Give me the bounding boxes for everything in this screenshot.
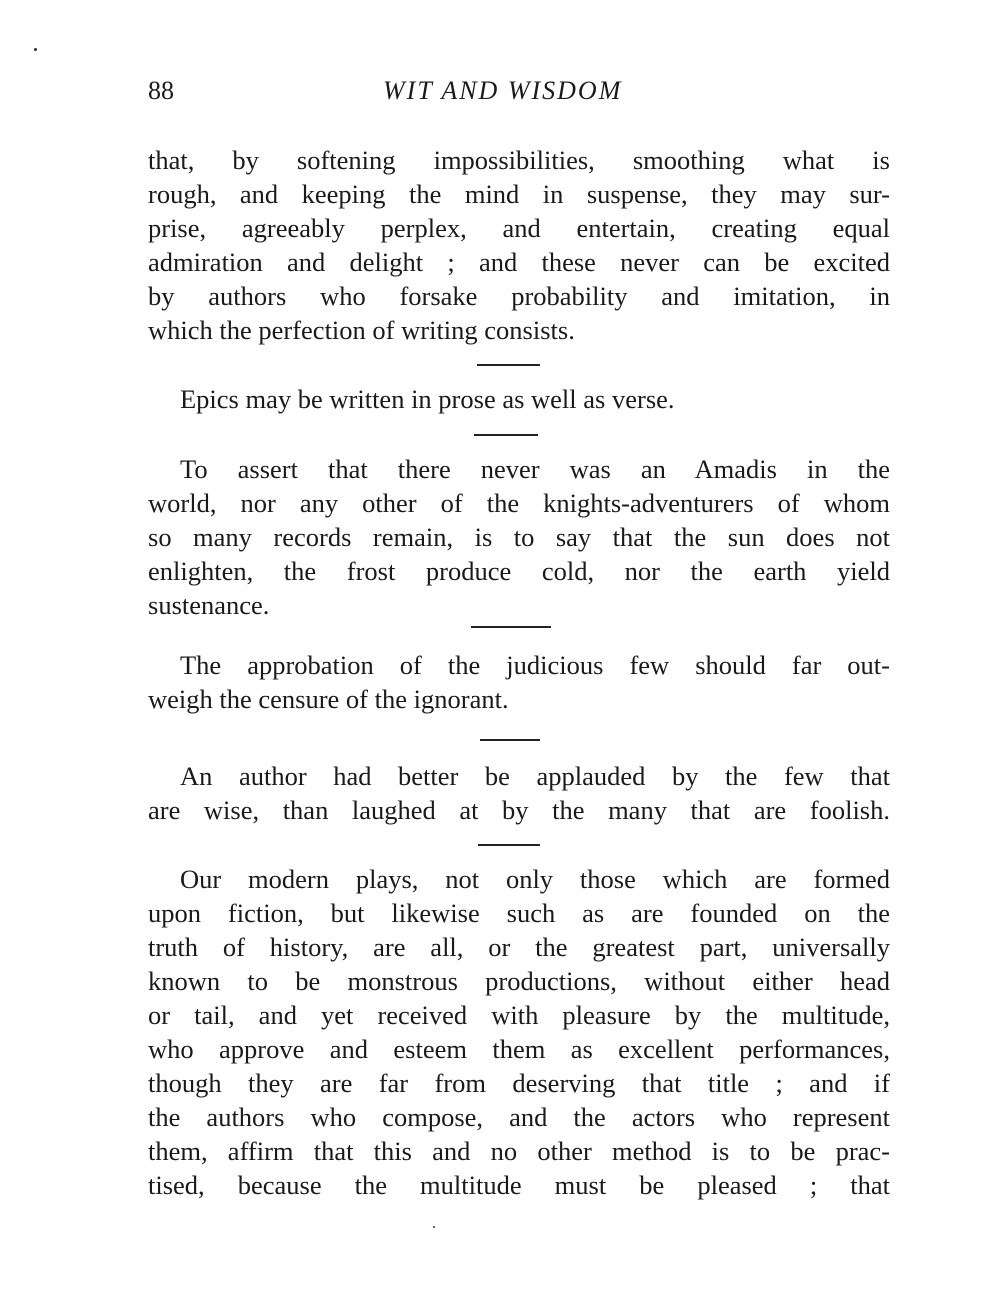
text-line: prise, agreeably perplex, and entertain, creating equal <box>148 213 890 243</box>
text-line: so many records remain, is to say that the sun does not <box>148 522 890 552</box>
paragraph-6 <box>148 862 890 1202</box>
text-line: enlighten, the frost produce cold, nor the earth yield <box>148 556 890 586</box>
text-line: upon fiction, but likewise such as are founded on the <box>148 898 890 928</box>
paragraph-4 <box>148 648 890 716</box>
text-line: The approbation of the judicious few should far out- <box>180 650 890 680</box>
text-line: world, nor any other of the knights-adventurers of whom <box>148 488 890 518</box>
text-line: To assert that there never was an Amadis in the <box>180 454 890 484</box>
text-line: rough, and keeping the mind in suspense, they may sur- <box>148 179 890 209</box>
scan-speck <box>433 1226 435 1228</box>
section-divider <box>474 434 538 436</box>
text-line: truth of history, are all, or the greatest part, universally <box>148 932 890 962</box>
text-line: them, affirm that this and no other method is to be prac- <box>148 1136 890 1166</box>
paragraph-2 <box>148 382 890 416</box>
text-line: are wise, than laughed at by the many that are foolish. <box>148 795 890 825</box>
running-title: WIT AND WISDOM <box>383 76 623 105</box>
text-line: sustenance. <box>148 590 270 620</box>
paragraph-5 <box>148 759 890 827</box>
text-line: admiration and delight ; and these never can be excited <box>148 247 890 277</box>
text-line: An author had better be applauded by the few that <box>180 761 890 791</box>
text-line: by authors who forsake probability and imitation, in <box>148 281 890 311</box>
page-number: 88 <box>148 76 174 105</box>
text-line: though they are far from deserving that title ; and if <box>148 1068 890 1098</box>
text-line: weigh the censure of the ignorant. <box>148 684 509 714</box>
text-line: Our modern plays, not only those which are formed <box>180 864 890 894</box>
text-line: or tail, and yet received with pleasure by the multitude, <box>148 1000 890 1030</box>
section-divider <box>471 626 551 628</box>
text-line: which the perfection of writing consists. <box>148 315 575 345</box>
paragraph-1 <box>148 143 890 347</box>
paragraph-3 <box>148 452 890 622</box>
section-divider <box>480 739 540 741</box>
section-divider <box>477 364 540 366</box>
section-divider <box>478 844 540 846</box>
text-line: the authors who compose, and the actors who represent <box>148 1102 890 1132</box>
text-line: known to be monstrous productions, without either head <box>148 966 890 996</box>
text-line: tised, because the multitude must be pleased ; that <box>148 1170 890 1200</box>
scan-speck <box>34 48 37 51</box>
text-line: who approve and esteem them as excellent performances, <box>148 1034 890 1064</box>
text-line: that, by softening impossibilities, smoothing what is <box>148 145 890 175</box>
text-line: Epics may be written in prose as well as verse. <box>180 384 675 414</box>
